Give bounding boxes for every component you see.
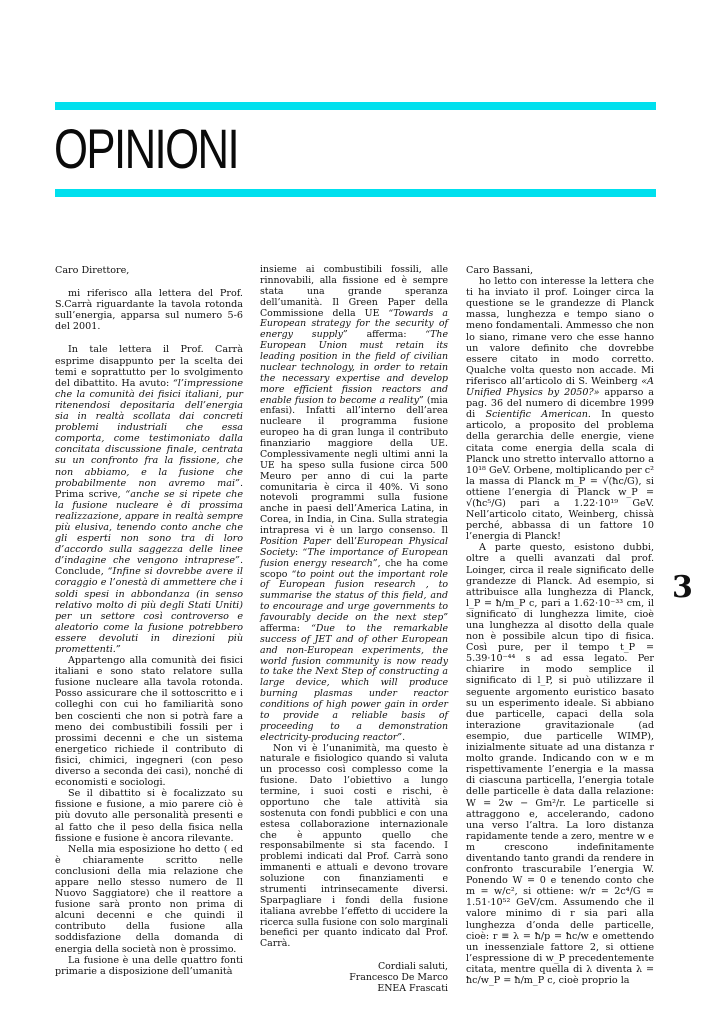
author-name: Francesco De Marco xyxy=(349,972,448,983)
column-left xyxy=(55,265,243,977)
quote: Position Paper xyxy=(260,535,331,547)
text: . xyxy=(402,731,406,743)
text: . Conclude, xyxy=(55,555,243,578)
column-right xyxy=(466,265,654,986)
text: afferma: xyxy=(347,329,426,341)
closing: Cordiali saluti, xyxy=(377,961,448,973)
text: apparso a pag. 36 del numero di dicembre 1999 di xyxy=(466,387,654,421)
paragraph: A parte questo, esistono dubbi, oltre a quelli avanzati dal prof. Loinger, circa il reale significato delle grandezze di Planck. Ad esempio, si attribuisce alla lunghezza di Planck, l_P = ħ/m_P c, pari a 1.62·10⁻³³ cm, il significato di lunghezza limite, cioè una lunghezza al disotto della quale non è possibile alcun tipo di fisica. Così pure, per il tempo t_P = 5.39·10⁻⁴⁴ s ad essa legato. Per chiarire in modo semplice il significato di l_P, si può utilizzare il seguente argomento euristico basato su un esperimento ideale. Si abbiano due particelle, capaci della sola interazione gravitazionale (ad esempio, due particelle WIMP), inizialmente situate ad una distanza r molto grande. Indicando con w e m rispettivamente l’energia e la massa di ciascuna particella, l’energia totale delle particelle è data dalla relazione: W = 2w − Gm²/r. Le particelle si attraggono e, accelerando, cadono una verso l’altra. La loro distanza rapidamente tende a zero, mentre w e m crescono indefinitamente diventando tanto grandi da rendere in confronto trascurabile l’energia W. Ponendo W = 0 e tenendo conto che m = w/c², si ottiene: w/r = 2c⁴/G = 1.51·10⁵² GeV/cm. Assumendo che il valore minimo di r sia pari alla lunghezza d’onda delle particelle, cioè: r ≡ λ = ħ/p = ħc/w e omettendo un inessenziale fattore 2, si ottiene l’espressione di w_P precedentemente citata, mentre quella di λ diventa λ = ħc/w_P = ħ/m_P c, cioè proprio la xyxy=(466,542,654,986)
paragraph: Appartengo alla comunità dei fisici italiani e sono stato relatore sulla fusione nucleare alla tavola rotonda. Posso assicurare che il sottoscritto e i colleghi con cui ho familiarità sono ben coscienti che non si potrà fare a meno dei combustibili fossili per i prossimi decenni e che un sistema energetico richiede il contributo di fisici, chimici, ingegneri (con peso diverso a seconda dei casi), nonché di economisti e sociologi. xyxy=(55,655,243,789)
quote: European Physical Society xyxy=(260,535,448,558)
text: insieme ai combustibili fossili, alle rinnovabili, alla fissione ed è sempre stata una grande speranza dell’umanità. Il Green Paper della Commissione della UE xyxy=(260,264,448,319)
quote: “Due to the remarkable success of JET and of other European and non-European experiments, the world fusion community is now ready to take the Next Step of constructing a large device, which will produce burning plasmas under reactor conditions of high power gain in order to provide a reliable basis of proceeding to a demonstration electricity-producing reactor” xyxy=(260,622,448,743)
quote: “Infine si dovrebbe avere il coraggio e l’onestà di ammettere che i soldi spesi in abbondanza (in senso relativo molto di più degli Stati Uniti) per un settore così controverso e aleatorio come la fusione potrebbero essere devoluti in direzioni più promettenti.” xyxy=(55,566,243,655)
quote: “The European Union must retain its leading position in the field of civilian nuclear technology, in order to retain the necessary expertise and develop more efficient fission reactors and enable fusion to become a reality” xyxy=(260,329,448,406)
text: (mia enfasi). Infatti all’interno dell’area nucleare il programma fusione europeo ha di gran lunga il contributo finanziario maggiore della UE. Complessivamente negli ultimi anni la UE ha speso sulla fusione circa 500 Meuro per anno di cui la parte comunitaria è circa il 40%. Vi sono notevoli programmi sulla fusione anche in paesi dell’America Latina, in Corea, in India, in Cina. Sulla strategia intrapresa vi è un largo consenso. Il xyxy=(260,394,448,536)
section-title: OPINIONI xyxy=(54,117,239,180)
paragraph: Non vi è l’unanimità, ma questo è naturale e fisiologico quando si valuta un processo così complesso come la fusione. Dato l’obiettivo a lungo termine, i suoi costi e rischi, è opportuno che tale attività sia sostenuta con fondi pubblici e con una estesa collaborazione internazionale che è appunto quello che responsabilmente si sta facendo. I problemi indicati dal Prof. Carrà sono immanenti e attuali e devono trovare soluzione con finanziamenti e strumenti intrinsecamente diversi. Sparpagliare i fondi della fusione italiana avrebbe l’effetto di uccidere la ricerca sulla fusione con solo marginali benefici per quanto indicato dal Prof. Carrà. xyxy=(260,742,448,950)
text: . In questo articolo, a proposito del problema della gerarchia delle energie, viene citata come energia della scala di Planck uno stretto intervallo attorno a 10¹⁸ GeV. Orbene, moltiplicando per c² la massa di Planck m_P = √(ħc/G), si ottiene l’energia di Planck w_P = √(ħc⁵/G) pari a 1.22·10¹⁹ GeV. Nell’articolo citato, Weinberg, chissà perché, abbassa di un fattore 10 l’energia di Planck! xyxy=(466,409,654,543)
quote: “anche se si ripete che la fusione nucleare è di prossima realizzazione, appare in realtà sempre più elusiva, tenendo conto anche che gli esperti non sono tra di loro d’accordo sulla saggezza delle linee d’indagine che vengono intraprese” xyxy=(55,488,244,567)
text: , che ha come scopo xyxy=(260,557,448,580)
text: : xyxy=(294,546,303,558)
text: . Prima scrive, xyxy=(55,477,243,500)
text: afferma: xyxy=(260,622,312,634)
quote: “to point out the important role of European fusion research , to summarise the status of this field, and to encourage and urge governments to favourably decide on the next step” xyxy=(260,568,448,623)
quote: “Towards a European strategy for the security of energy supply” xyxy=(260,307,448,341)
salutation: Caro Bassani, xyxy=(466,265,534,276)
salutation: Caro Direttore, xyxy=(55,265,130,276)
author-affiliation: ENEA Frascati xyxy=(377,982,448,994)
text: In tale lettera il Prof. Carrà esprime disappunto per la scelta dei temi e soprattutto per lo svolgimento del dibattito. Ha avuto: xyxy=(55,344,243,389)
signature-block xyxy=(260,962,448,995)
paragraph: mi riferisco alla lettera del Prof. S.Carrà riguardante la tavola rotonda sull’energia, apparsa sul numero 5-6 del 2001. xyxy=(55,288,243,333)
paragraph: Nella mia esposizione ho detto ( ed è chiaramente scritto nelle conclusioni della mia relazione che appare nello stesso numero de Il Nuovo Saggiatore) che il reattore a fusione sarà pronto non prima di alcuni decenni e che quindi il contributo della fusione alla soddisfazione della domanda di energia della società non è prossimo. xyxy=(55,843,243,955)
header-top-rule xyxy=(55,102,656,110)
quote: “The importance of European fusion energy research” xyxy=(260,546,448,569)
paragraph xyxy=(466,276,654,542)
quote: «A Unified Physics by 2050?» xyxy=(466,375,654,399)
text: dell’ xyxy=(330,535,357,547)
paragraph xyxy=(260,265,448,744)
quote: Scientific American xyxy=(485,409,588,421)
page-number: 3 xyxy=(672,570,693,605)
quote: “l’impressione che la comunità dei fisici italiani, pur ritenendosi depositaria dell’energia sia in realtà scollata dai concreti problemi industriali che essa comporta, come testimoniato dalla concitata discussione finale, centrata su un confronto fra la fissione, che non abbiamo, e la fusione che probabilmente non avremo mai” xyxy=(55,377,243,489)
paragraph: Se il dibattito si è focalizzato su fissione e fusione, a mio parere ciò è più dovuto alle personalità presenti e al fatto che il peso della fisica nella fissione e fusione è ancora rilevante. xyxy=(55,788,243,844)
paragraph xyxy=(55,344,243,655)
column-middle xyxy=(260,265,448,995)
paragraph: La fusione è una delle quattro fonti primarie a disposizione dell’umanità xyxy=(55,954,243,977)
header-bottom-rule xyxy=(55,189,656,197)
text: ho letto con interesse la lettera che ti ha inviato il prof. Loinger circa la questione se le grandezze di Planck massa, lunghezza e tempo siano o meno fondamentali. Ammesso che non lo siano, rimane vero che esse hanno un valore definito che dovrebbe essere citato in modo corretto. Qualche volta questo non accade. Mi riferisco all’articolo di S. Weinberg xyxy=(466,276,654,387)
